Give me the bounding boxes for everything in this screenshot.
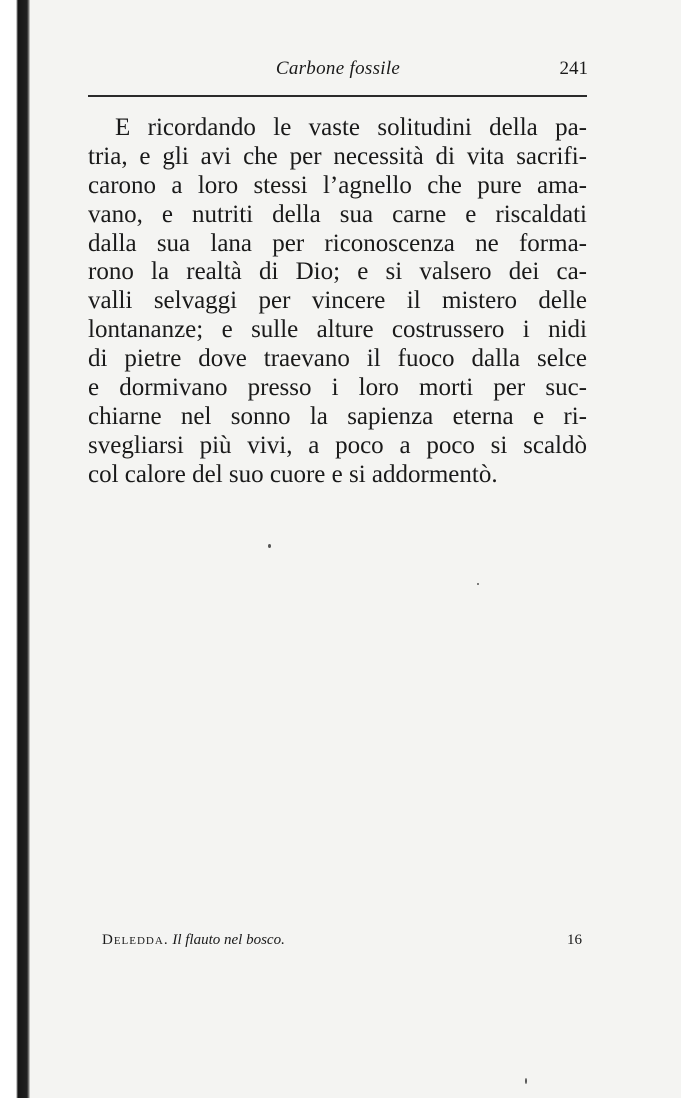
text-line: E ricordando le vaste solitudini della pa- (115, 114, 587, 141)
text-line: rono la realtà di Dio; e si valsero dei ca- (88, 258, 587, 286)
footer-signature-line (102, 932, 582, 956)
printer-signature (102, 932, 285, 949)
book-spine-edge (0, 0, 30, 1098)
text-line: chiarne nel sonno la sapienza eterna e ri- (88, 402, 587, 430)
text-line: di pietre dove traevano il fuoco dalla selce (88, 345, 587, 373)
text-line: carono a loro stessi l’agnello che pure ama- (88, 171, 587, 199)
signature-book-title: Il flauto nel bosco. (172, 932, 285, 948)
text-line: dalla sua lana per riconoscenza ne forma- (88, 229, 587, 257)
running-head (88, 58, 588, 86)
header-rule (88, 95, 587, 97)
text-line: vano, e nutriti della sua carne e riscaldati (88, 200, 587, 228)
text-line: svegliarsi più vivi, a poco a poco si scaldò (88, 431, 587, 459)
print-speck (268, 544, 271, 548)
text-line: lontananze; e sulle alture costrussero i nidi (88, 316, 587, 344)
text-line: col calore del suo cuore e si addormentò. (88, 460, 498, 488)
signature-number: 16 (567, 932, 582, 948)
running-title: Carbone fossile (275, 58, 401, 79)
text-line: tria, e gli avi che per necessità di vita sacrifi- (88, 142, 587, 170)
print-speck (477, 583, 479, 585)
page-number: 241 (559, 58, 588, 79)
signature-author: Deledda. (102, 932, 169, 948)
text-line: e dormivano presso i loro morti per suc- (88, 374, 587, 402)
text-line: valli selvaggi per vincere il mistero delle (88, 287, 587, 315)
print-speck (525, 1078, 527, 1084)
body-paragraph (88, 114, 587, 490)
book-page (30, 0, 681, 1098)
